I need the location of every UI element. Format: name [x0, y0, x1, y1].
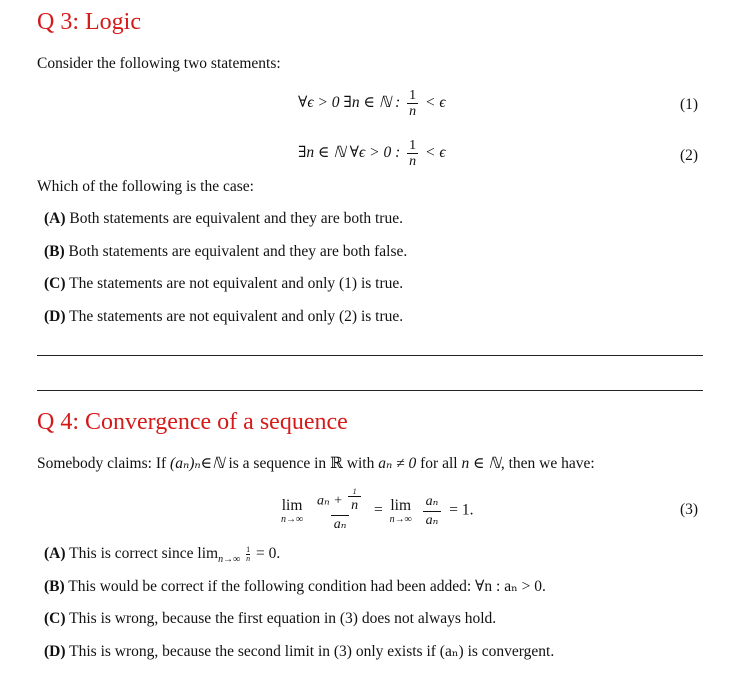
left-den: aₙ [331, 515, 350, 534]
statement-1 [298, 88, 446, 119]
q4-option-c[interactable] [44, 611, 496, 627]
separator-rule-1 [37, 355, 703, 356]
q4-claim-seq: (aₙ)ₙ∈ℕ [170, 455, 225, 472]
q3-option-d[interactable] [44, 309, 403, 325]
q3-option-c[interactable] [44, 276, 403, 292]
lim-right-sub: n→∞ [389, 514, 412, 525]
statement-1-lhs: ∀ϵ > 0 ∃n ∈ ℕ : [298, 94, 401, 112]
right-den: aₙ [423, 511, 442, 530]
q4-claim-mid: is a sequence in ℝ with [228, 455, 375, 472]
lim-left [281, 497, 303, 525]
right-fraction [423, 493, 442, 530]
q3-option-a-text: Both statements are equivalent and they are both true. [69, 210, 403, 227]
statement-1-rhs: < ϵ [425, 94, 446, 112]
statement-2 [298, 138, 446, 169]
lim-right [390, 497, 412, 525]
equation-number-2: (2) [680, 147, 699, 164]
q4-claim-prefix: Somebody claims: If [37, 455, 167, 472]
q4-option-b-letter: (B) [44, 578, 65, 595]
q4-claim [37, 456, 595, 472]
q4-option-c-letter: (C) [44, 610, 66, 627]
q4-option-a-sub: n→∞ [218, 554, 241, 566]
q4-option-a[interactable] [44, 546, 280, 565]
lim-left-word: lim [281, 497, 303, 514]
q3-option-c-text: The statements are not equivalent and only (1) is true. [69, 275, 404, 292]
equals-2: = 1. [449, 501, 474, 519]
q4-option-d-text: This is wrong, because the second limit in (3) only exists if (aₙ) is convergent. [69, 643, 555, 660]
q3-option-d-text: The statements are not equivalent and only (2) is true. [69, 308, 404, 325]
q3-option-b-text: Both statements are equivalent and they are both false. [68, 243, 408, 260]
equals-1: = [374, 501, 383, 519]
q3-option-a-letter: (A) [44, 210, 66, 227]
right-num: aₙ [425, 493, 439, 509]
statement-2-fraction [407, 138, 418, 169]
q4-claim-cond2: n ∈ ℕ [461, 455, 501, 472]
left-num-small-den: n [348, 496, 361, 515]
q4-option-a-frac-den: n [246, 554, 251, 563]
q4-option-c-text: This is wrong, because the first equation in (3) does not always hold. [69, 610, 497, 627]
q4-claim-mid2: for all [420, 455, 458, 472]
left-num-small-num: 1 [352, 487, 357, 496]
q3-option-c-letter: (C) [44, 275, 66, 292]
statement-2-lhs: ∃n ∈ ℕ ∀ϵ > 0 : [298, 144, 401, 162]
left-fraction [314, 488, 366, 534]
q3-option-d-letter: (D) [44, 308, 66, 325]
statement-2-num: 1 [409, 138, 417, 153]
statement-2-den: n [409, 154, 417, 169]
q4-option-a-letter: (A) [44, 545, 66, 563]
q4-title: Q 4: Convergence of a sequence [37, 409, 348, 435]
q4-option-a-tail: = 0. [255, 545, 281, 563]
statement-2-rhs: < ϵ [425, 144, 446, 162]
q4-option-a-frac-num: 1 [246, 545, 251, 554]
lim-right-word: lim [390, 497, 412, 514]
equation-3 [278, 488, 473, 534]
q4-option-b[interactable] [44, 579, 546, 595]
q3-option-b[interactable] [44, 244, 407, 260]
q3-option-a[interactable] [44, 211, 403, 227]
statement-1-fraction [407, 88, 418, 119]
left-num: aₙ + [317, 493, 343, 509]
equation-number-3: (3) [680, 501, 699, 518]
q4-option-d-letter: (D) [44, 643, 66, 660]
q4-option-a-fraction [246, 546, 250, 563]
q3-option-b-letter: (B) [44, 243, 65, 260]
q4-option-d[interactable] [44, 644, 554, 660]
separator-rule-2 [37, 390, 703, 391]
q4-option-a-text: This is correct since lim [69, 545, 219, 563]
q4-claim-cond: aₙ ≠ 0 [378, 455, 417, 472]
lim-left-sub: n→∞ [281, 514, 304, 525]
left-num-small-fraction [348, 488, 361, 515]
q3-intro: Consider the following two statements: [37, 55, 281, 72]
q3-title: Q 3: Logic [37, 9, 141, 35]
equation-number-1: (1) [680, 96, 699, 113]
statement-1-den: n [409, 104, 417, 119]
q4-option-b-text: This would be correct if the following condition had been added: ∀n : aₙ > 0. [68, 578, 546, 595]
statement-1-num: 1 [409, 88, 417, 103]
q3-question: Which of the following is the case: [37, 178, 254, 195]
q4-claim-suffix: , then we have: [500, 455, 595, 472]
